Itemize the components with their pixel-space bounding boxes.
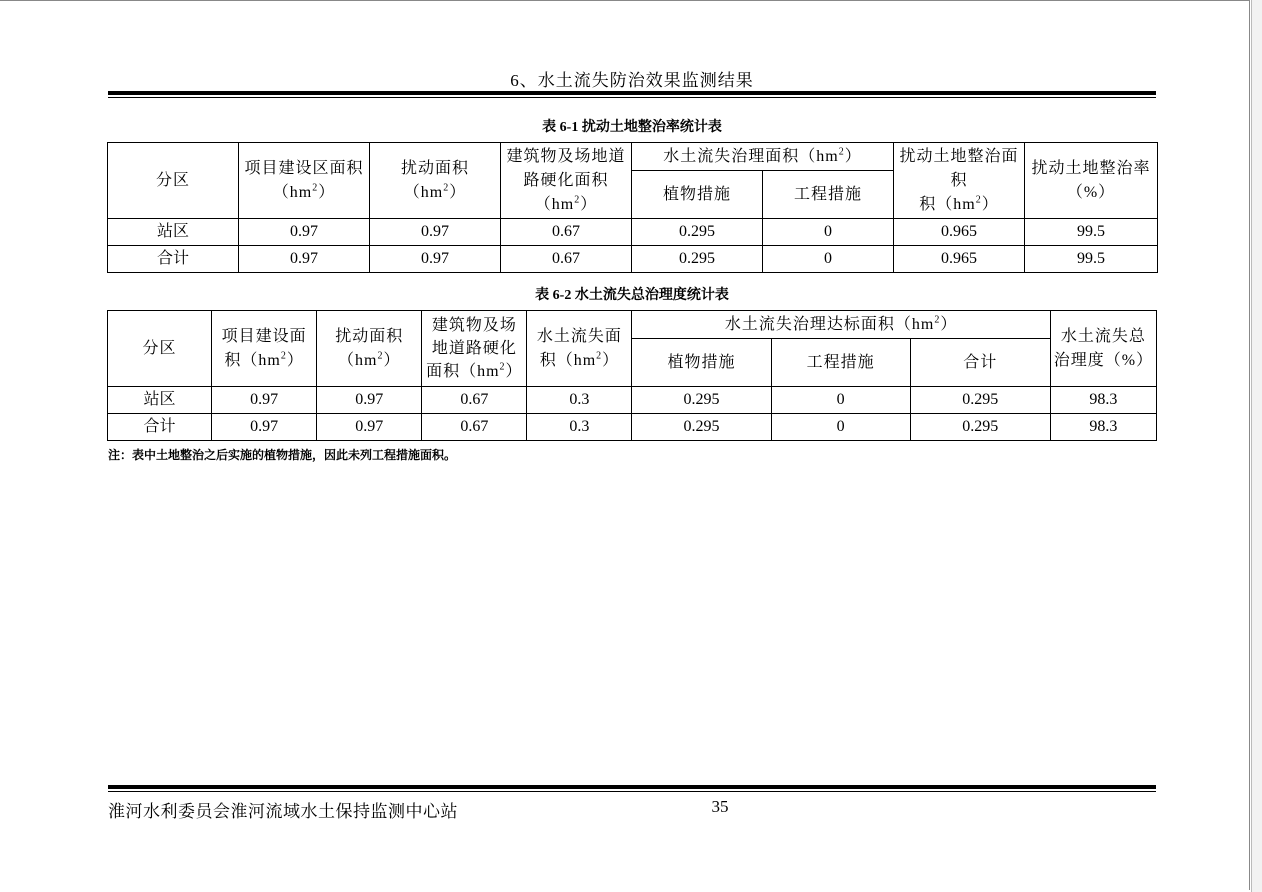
header-rule-thick xyxy=(108,91,1156,95)
table-note: 注：表中土地整治之后实施的植物措施，因此未列工程措施面积。 xyxy=(108,448,457,462)
table-cell: 0.965 xyxy=(894,219,1025,246)
t1-header-engineering: 工程措施 xyxy=(763,171,894,219)
header-rule-thin xyxy=(108,97,1156,98)
t1-header-building-area: 建筑物及场地道路硬化面积 $(hm^2)$ xyxy=(501,143,632,219)
t2-header-zone: 分区 xyxy=(108,311,212,387)
t1-header-rate: 扰动土地整治率 （%） xyxy=(1025,143,1158,219)
table-cell: 合计 xyxy=(108,246,239,273)
table-row xyxy=(108,387,1157,414)
t2-header-loss-area: 水土流失面 积$(hm^2)$ xyxy=(527,311,632,387)
table-cell: 0 xyxy=(771,414,910,441)
table-cell: 0.97 xyxy=(212,387,317,414)
table-cell: 0.97 xyxy=(239,219,370,246)
table-cell: 0.97 xyxy=(370,219,501,246)
t1-header-plant: 植物措施 xyxy=(632,171,763,219)
table-cell: 0.97 xyxy=(370,246,501,273)
table-cell: 0.97 xyxy=(317,387,422,414)
table-cell: 0 xyxy=(771,387,910,414)
table-cell: 站区 xyxy=(108,387,212,414)
t1-header-remediated-area: 扰动土地整治面积 积$(hm^2)$ xyxy=(894,143,1025,219)
table-cell: 0.3 xyxy=(527,414,632,441)
table-row xyxy=(108,219,1158,246)
page-number: 35 xyxy=(711,797,729,816)
table-cell: 0 xyxy=(763,219,894,246)
table-row xyxy=(108,246,1158,273)
table-cell: 0.97 xyxy=(212,414,317,441)
table-cell: 98.3 xyxy=(1050,387,1156,414)
t1-header-project-area: 项目建设区面积 $(hm^2)$ xyxy=(239,143,370,219)
t2-header-disturbed-area: 扰动面积 $(hm^2)$ xyxy=(317,311,422,387)
table-cell: 0.67 xyxy=(422,414,527,441)
table-cell: 0.3 xyxy=(527,387,632,414)
table-cell: 0.67 xyxy=(501,246,632,273)
t2-header-building-area: 建筑物及场地道路硬化面积$(hm^2)$ xyxy=(422,311,527,387)
page-header-title: 6、水土流失防治效果监测结果 xyxy=(510,71,754,90)
t1-header-zone: 分区 xyxy=(108,143,239,219)
table-cell: 99.5 xyxy=(1025,219,1158,246)
table-cell: 0.295 xyxy=(632,387,771,414)
t2-header-total: 合计 xyxy=(910,339,1050,387)
t1-header-disturbed-area: 扰动面积$(hm^2)$ xyxy=(370,143,501,219)
table-cell: 0.295 xyxy=(632,219,763,246)
table-cell: 99.5 xyxy=(1025,246,1158,273)
table-row xyxy=(108,414,1157,441)
footer-organization: 淮河水利委员会淮河流域水土保持监测中心站 xyxy=(108,802,458,821)
table1-caption: 表 6-1 扰动土地整治率统计表 xyxy=(542,120,722,135)
table-cell: 0.97 xyxy=(239,246,370,273)
footer-rule-thick xyxy=(108,785,1156,789)
table-cell: 98.3 xyxy=(1050,414,1156,441)
t2-header-project-area: 项目建设面 积$(hm^2)$ xyxy=(212,311,317,387)
table-cell: 0 xyxy=(763,246,894,273)
t2-header-engineering: 工程措施 xyxy=(771,339,910,387)
t2-header-degree: 水土流失总治理度（%） xyxy=(1050,311,1156,387)
table-cell: 0.295 xyxy=(910,414,1050,441)
table-cell: 0.97 xyxy=(317,414,422,441)
table-cell: 站区 xyxy=(108,219,239,246)
table-cell: 合计 xyxy=(108,414,212,441)
table-cell: 0.295 xyxy=(632,246,763,273)
table-cell: 0.295 xyxy=(910,387,1050,414)
t2-header-plant: 植物措施 xyxy=(632,339,771,387)
table-cell: 0.67 xyxy=(501,219,632,246)
t1-header-governed-group: 水土流失治理面积$(hm^2)$ xyxy=(632,143,894,171)
scrollbar[interactable] xyxy=(1251,0,1262,892)
table-cell: 0.295 xyxy=(632,414,771,441)
table-6-1 xyxy=(107,142,1158,273)
table-cell: 0.67 xyxy=(422,387,527,414)
table-6-2 xyxy=(107,310,1157,441)
table-cell: 0.965 xyxy=(894,246,1025,273)
table2-caption: 表 6-2 水土流失总治理度统计表 xyxy=(535,288,729,303)
t2-header-governed-group: 水土流失治理达标面积$(hm^2)$ xyxy=(632,311,1050,339)
footer-rule-thin xyxy=(108,791,1156,792)
